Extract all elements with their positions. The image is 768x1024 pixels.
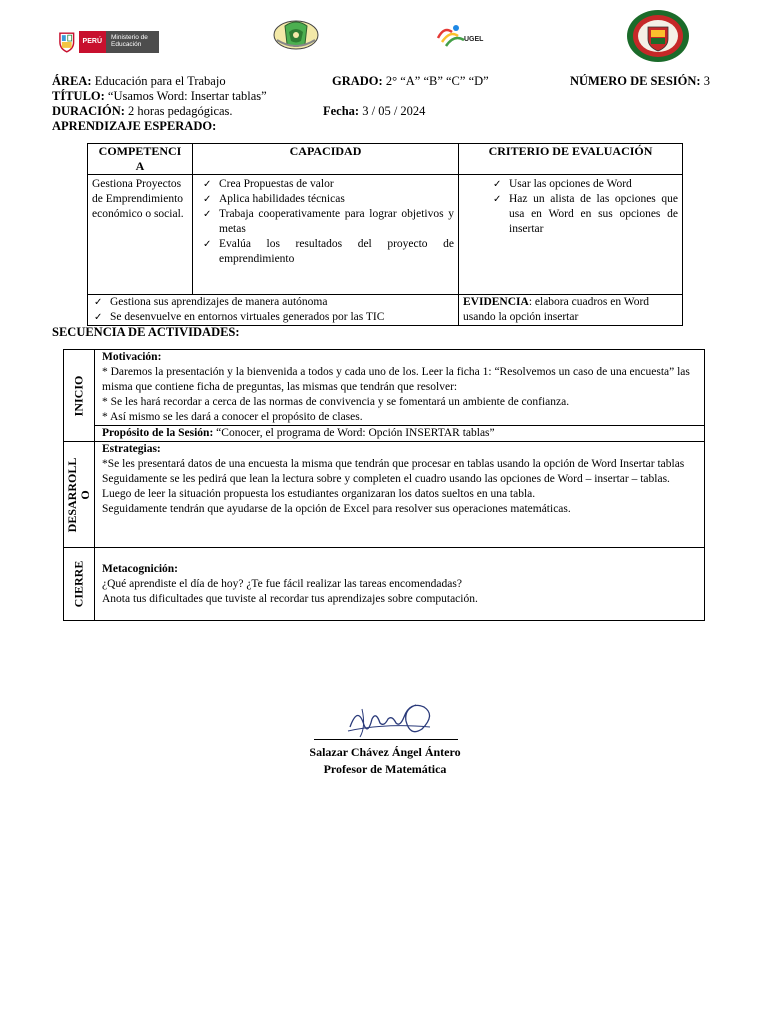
col-criterio-header: CRITERIO DE EVALUACIÓN [459,144,683,175]
capacidad-cell [193,175,459,295]
capacidad-list [197,177,454,267]
criterio-list [487,177,678,237]
ministerio-educacion-logo [57,29,159,55]
capacidad-item: ✓ Aplica habilidades técnicas [197,192,454,207]
transversales-list [88,295,454,325]
estrategias-line: *Se les presentará datos de una encuesta la misma que tendrán que procesar en tablas usando la opción de Word Insertar tablas [102,458,685,470]
duracion-label: DURACIÓN: [52,104,125,118]
cierre-side-cell [64,548,95,621]
school-logo [271,16,321,52]
fecha-line [323,104,425,119]
ugel-emblem-icon [434,22,468,50]
col-competencia-label-a: COMPETENCI [98,144,182,158]
teacher-name: Salazar Chávez Ángel Ántero [309,745,461,759]
proposito-label: Propósito de la Sesión: [102,427,214,439]
grado-label: GRADO: [332,74,383,88]
estrategias-line: Seguidamente se les pedirá que lean la lectura sobre y completen el cuadro usando las opciones de Word – insertar – tablas. [102,473,670,485]
motivacion-cell [95,350,705,426]
titulo-label: TÍTULO: [52,89,105,103]
capacidad-item: ✓ Crea Propuestas de valor [197,177,454,192]
signature-line [314,739,458,740]
secuencia-title: SECUENCIA DE ACTIVIDADES: [52,325,240,339]
ugel-logo [434,22,502,50]
motivacion-line: * Se les hará recordar a cerca de las normas de convivencia y se fomentará un ambiente de confianza. [102,396,570,408]
inicio-side-cell [64,350,95,442]
aprendizaje-heading [52,119,216,134]
area-line [52,74,226,89]
capacidad-item: ✓ Evalúa los resultados del proyecto de emprendimiento [197,237,454,267]
evidencia-label: EVIDENCIA [463,296,529,308]
estrategias-line: Seguidamente tendrán que ayudarse de la opción de Excel para resolver sus operaciones matemáticas. [102,503,571,515]
metacognicion-label: Metacognición: [102,563,179,575]
institution-seal [626,9,690,63]
motivacion-label: Motivación: [102,351,162,363]
aprendizaje-label: APRENDIZAJE ESPERADO: [52,119,217,133]
col-competencia-header [88,144,193,175]
titulo-line [52,89,267,104]
sesion-value: 3 [703,74,710,88]
peru-label: PERÚ [79,31,106,53]
activities-table [63,349,705,621]
evidencia-text: : elabora cuadros en Word usando la opción insertar [463,296,650,323]
metacognicion-line: Anota tus dificultades que tuviste al recordar tus aprendizajes sobre computación. [102,593,478,605]
fecha-value: 3 / 05 / 2024 [362,104,426,118]
metacognicion-cell [95,548,705,621]
motivacion-line: * Daremos la presentación y la bienvenida a todos y cada uno de los. Leer la ficha 1: “Resolvemos un caso de una encuesta” las misma que contiene ficha de preguntas, las mismas que tendrán que resolver: [102,366,690,393]
duracion-value: 2 horas pedagógicas. [128,104,233,118]
proposito-text: “Conocer, el programa de Word: Opción INSERTAR tablas” [213,427,495,439]
peru-coat-of-arms-icon [57,31,77,53]
desarrollo-label-a: DESARROLL [65,457,79,532]
cierre-label: CIERRE [71,560,86,608]
col-competencia-label-b: A [135,159,145,173]
teacher-role: Profesor de Matemática [323,762,447,776]
competencia-cell: Gestiona Proyectos de Emprendimiento económico o social. [88,175,193,295]
metacognicion-line: ¿Qué aprendiste el día de hoy? ¿Te fue fácil realizar las tareas encomendadas? [102,578,462,590]
proposito-cell [95,426,705,442]
handwritten-signature [344,697,434,742]
area-label: ÁREA: [52,74,92,88]
transversal-item: ✓ Se desenvuelve en entornos virtuales generados por las TIC [88,310,454,325]
estrategias-line: Luego de leer la situación propuesta los estudiantes organizaran los datos sueltos en una tabla. [102,488,536,500]
transversales-cell [88,295,459,326]
grado-value: 2° “A” “B” “C” “D” [385,74,489,88]
duracion-line [52,104,233,119]
seal-emblem-icon [626,9,690,63]
criterio-item: ✓ Usar las opciones de Word [487,177,678,192]
fecha-label: Fecha: [323,104,360,118]
estrategias-cell [95,442,705,548]
grado-line [332,74,489,89]
col-capacidad-header: CAPACIDAD [193,144,459,175]
inicio-label: INICIO [71,375,86,416]
motivacion-line: * Así mismo se les dará a conocer el propósito de clases. [102,411,363,423]
signature-block [250,744,520,778]
sesion-label: NÚMERO DE SESIÓN: [570,74,701,88]
titulo-value: “Usamos Word: Insertar tablas” [107,89,267,103]
learning-table [87,143,683,326]
capacidad-item: ✓ Trabaja cooperativamente para lograr objetivos y metas [197,207,454,237]
desarrollo-label [66,457,92,532]
evidencia-cell [459,295,683,326]
criterio-item: ✓ Haz un alista de las opciones que usa en Word en sus opciones de insertar [487,192,678,237]
desarrollo-label-b: O [78,489,92,500]
transversal-item: ✓ Gestiona sus aprendizajes de manera autónoma [88,295,454,310]
ugel-label: UGEL [464,36,484,43]
sesion-line [570,74,710,89]
criterio-cell [459,175,683,295]
estrategias-label: Estrategias: [102,443,161,455]
area-value: Educación para el Trabajo [94,74,226,88]
desarrollo-side-cell [64,442,95,548]
school-emblem-icon [271,16,321,52]
ministerio-label: Ministerio de Educación [106,31,159,53]
secuencia-heading [52,325,240,340]
